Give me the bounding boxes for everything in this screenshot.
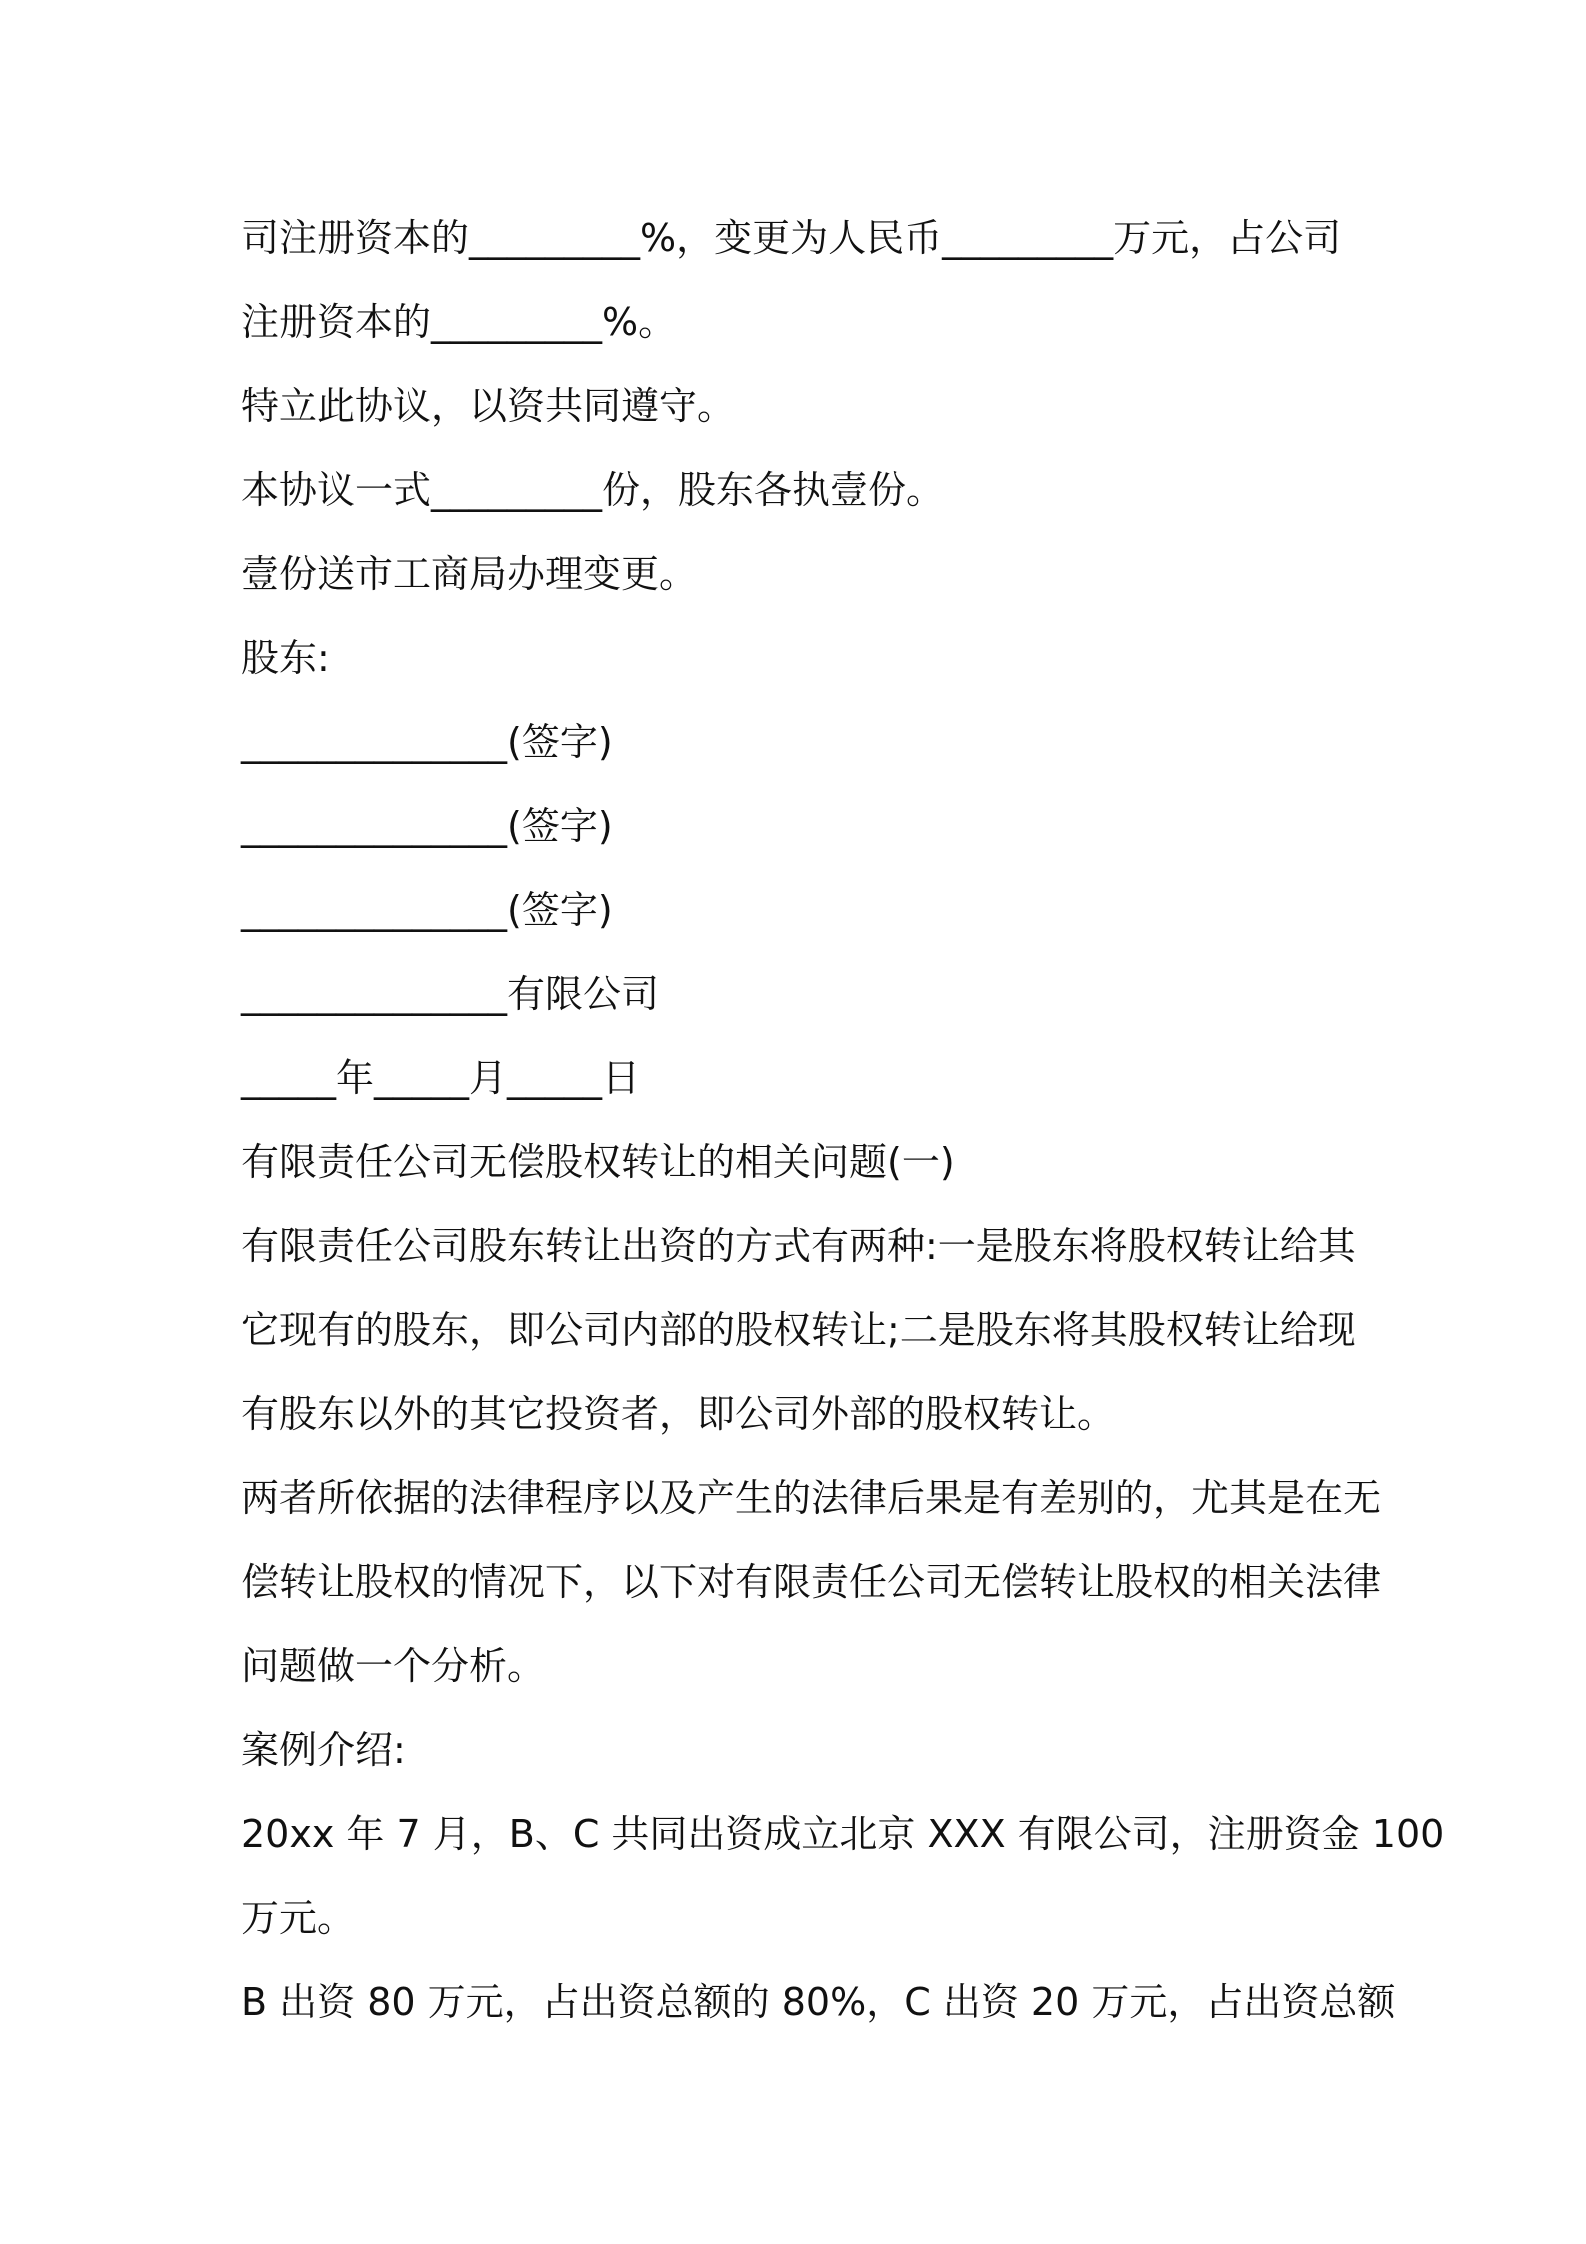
text-line: 问题做一个分析。	[241, 1644, 546, 1688]
text-line: 司注册资本的_________%，变更为人民币_________万元，占公司	[241, 216, 1342, 260]
text-line: B 出资 80 万元，占出资总额的 80%，C 出资 20 万元，占出资总额	[241, 1980, 1396, 2024]
company-name-line: ______________有限公司	[241, 972, 660, 1016]
text-line: 偿转让股权的情况下，以下对有限责任公司无偿转让股权的相关法律	[241, 1560, 1382, 1604]
text-line: 万元。	[241, 1896, 356, 1940]
text-line: 本协议一式_________份，股东各执壹份。	[241, 468, 945, 512]
text-line: 20xx 年 7 月，B、C 共同出资成立北京 XXX 有限公司，注册资金 100	[241, 1812, 1445, 1856]
section-label-shareholders: 股东:	[241, 636, 330, 680]
section-heading: 有限责任公司无偿股权转让的相关问题(一)	[241, 1140, 955, 1184]
document-page	[241, 196, 1445, 2044]
signature-line: ______________(签字)	[241, 720, 613, 764]
text-line: 有股东以外的其它投资者，即公司外部的股权转让。	[241, 1392, 1116, 1436]
text-line: 壹份送市工商局办理变更。	[241, 552, 698, 596]
date-line: _____年_____月_____日	[241, 1056, 641, 1100]
text-line: 有限责任公司股东转让出资的方式有两种:一是股东将股权转让给其	[241, 1224, 1356, 1268]
text-line: 两者所依据的法律程序以及产生的法律后果是有差别的，尤其是在无	[241, 1476, 1382, 1520]
signature-line: ______________(签字)	[241, 888, 613, 932]
text-line: 特立此协议，以资共同遵守。	[241, 384, 736, 428]
text-line: 注册资本的_________%。	[241, 300, 677, 344]
signature-line: ______________(签字)	[241, 804, 613, 848]
section-label-case: 案例介绍:	[241, 1728, 406, 1772]
text-line: 它现有的股东，即公司内部的股权转让;二是股东将其股权转让给现	[241, 1308, 1356, 1352]
